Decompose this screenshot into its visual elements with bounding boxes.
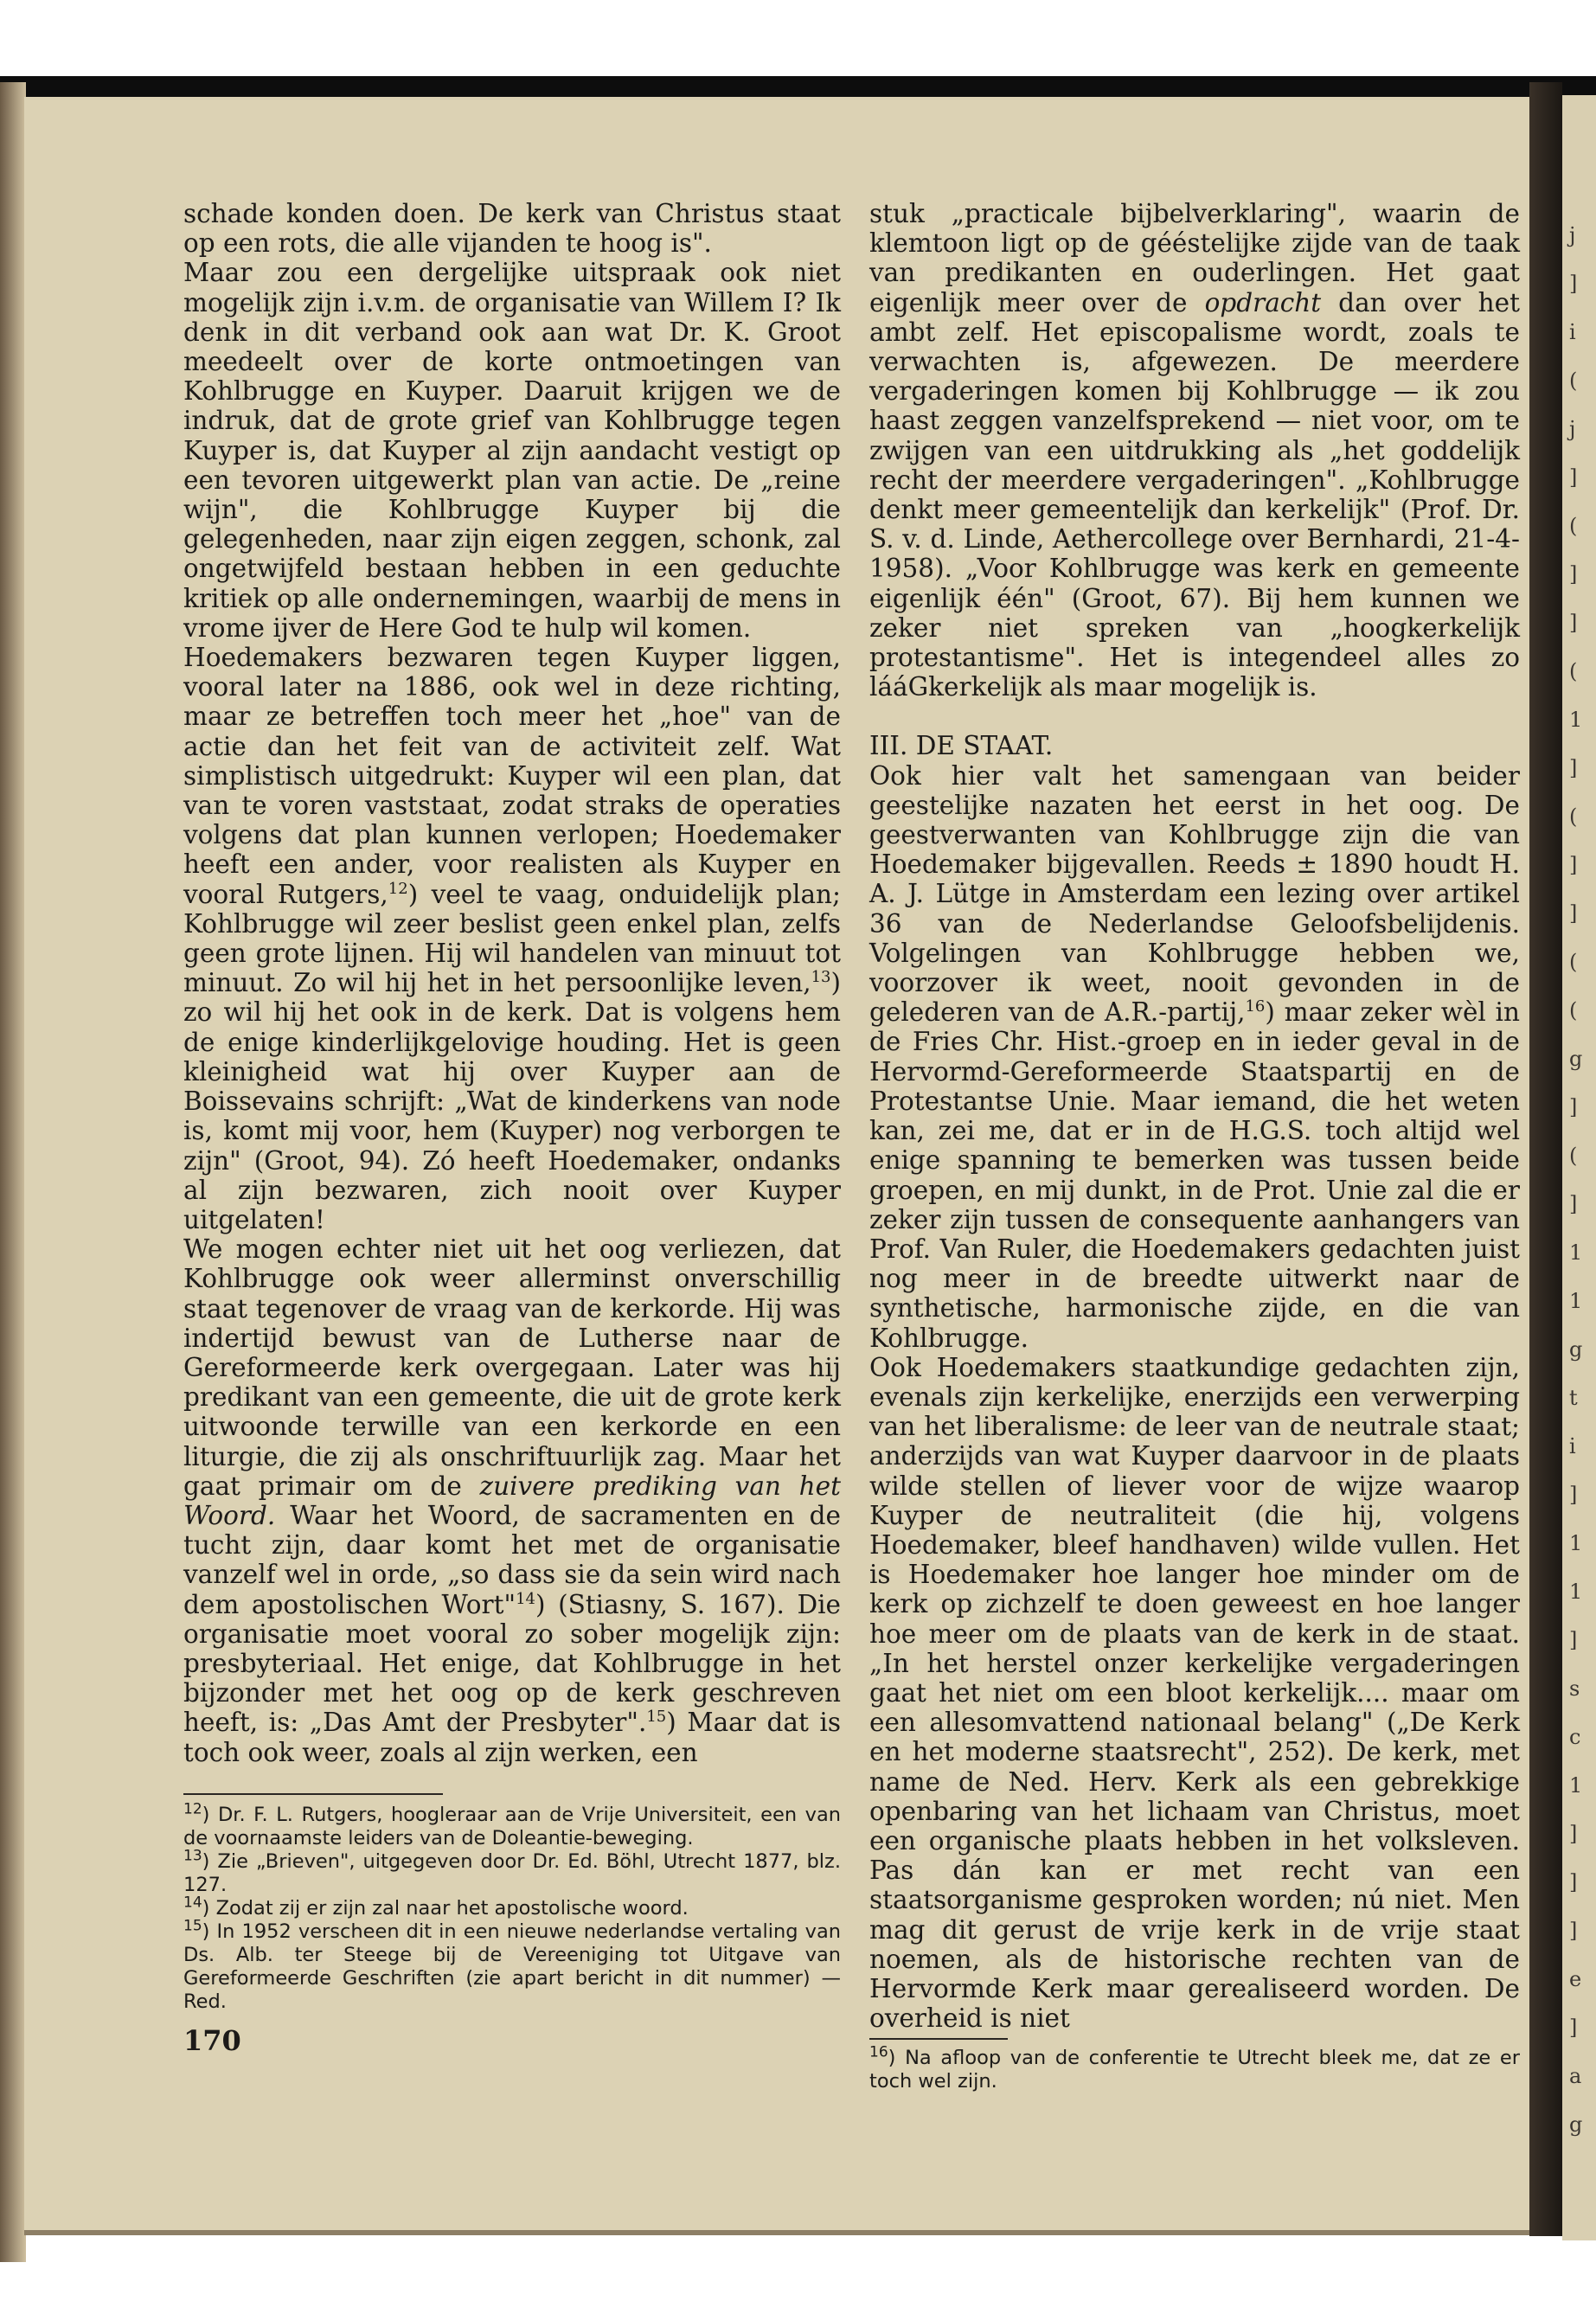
next-page-glyph: ( — [1569, 659, 1578, 683]
next-page-glyph: 1 — [1569, 708, 1583, 732]
paragraph — [869, 761, 1520, 1353]
paragraph: Maar zou een dergelijke uitspraak ook niet mogelijk zijn i.v.m. de organisatie van Willem I? Ik denk in dit verband ook aan wat Dr. K. Groot meedeelt over de korte ontmoetingen van Kohlbrugge en Kuyper. Daaruit krijgen we de indruk, dat de grote grief van Kohlbrugge tegen Kuyper is, dat Kuyper al zijn aandacht vestigt op een tevoren uitgewerkt plan van actie. De „reine wijn", die Kohlbrugge Kuyper bij die gelegenheden, naar zijn eigen zeggen, schonk, zal ongetwijfeld bestaan hebben in een geduchte kritiek op alle ondernemingen, waarbij de mens in vrome ijver de Here God te hulp wil komen. — [183, 258, 841, 643]
footnote-text: ) Na afloop van de conferentie te Utrecht bleek me, dat ze er toch wel zijn. — [869, 2047, 1520, 2093]
next-page-glyph: ( — [1569, 998, 1578, 1022]
text-run: ) zo wil hij het ook in de kerk. Dat is volgens hem de enige kinderlijkgelovige houding. Het is geen kleinigheid wat hij over Kuyper aan de Boissevains schrijft: „Wat de kinderkens van node is, komt mij voor, hem (Kuyper) nog verborgen te zijn" (Groot, 94). Zó heeft Hoedemaker, ondanks al zijn bezwaren, zich nooit over Kuyper uitgelaten! — [183, 968, 841, 1234]
next-page-glyph: ] — [1569, 611, 1578, 635]
footnote-number: 15 — [183, 1917, 202, 1935]
next-page-glyph: ( — [1569, 369, 1578, 393]
footnote — [183, 1894, 841, 1920]
book-gutter — [1529, 82, 1562, 2236]
next-page-glyph: ] — [1569, 853, 1578, 877]
next-page-glyph: 1 — [1569, 1531, 1583, 1555]
next-page-glyph: ] — [1569, 1870, 1578, 1894]
page-number: 170 — [183, 2023, 241, 2057]
next-page-glyph: g — [1569, 2112, 1583, 2137]
next-page-glyph: 1 — [1569, 1773, 1583, 1798]
next-page-glyph: g — [1569, 1337, 1583, 1362]
next-page-glyph: ] — [1569, 901, 1578, 926]
footnote-number: 14 — [183, 1894, 202, 1912]
footnote-divider — [183, 1793, 443, 1795]
footnote-ref: 16 — [1245, 997, 1266, 1016]
footnote-text: ) Zodat zij er zijn zal naar het apostolische woord. — [202, 1896, 689, 1920]
paragraph: schade konden doen. De kerk van Christus staat op een rots, die alle vijanden te hoog is". — [183, 199, 841, 259]
footnote-text: ) Zie „Brieven", uitgegeven door Dr. Ed. Böhl, Utrecht 1877, blz. 127. — [183, 1849, 841, 1896]
next-page-glyph: ] — [1569, 272, 1578, 296]
next-page-glyph: ( — [1569, 514, 1578, 538]
next-page-glyph: ] — [1569, 562, 1578, 586]
footnote-ref: 15 — [646, 1708, 667, 1727]
text-run: dan over het ambt zelf. Het episcopalisme wordt, zoals te verwachten is, afgewezen. De meerdere vergaderingen komen bij Kohlbrugge — ik zou haast zeggen vanzelfsprekend — niet voor, om te zwijgen van een uitdrukking als „het goddelijk recht der meerdere vergaderingen". „Kohlbrugge denkt meer gemeentelijk dan kerkelijk" (Prof. Dr. S. v. d. Linde, Aethercollege over Bernhardi, 21-4-1958). „Voor Kohlbrugge was kerk en gemeente eigenlijk één" (Groot, 67). Bij hem kunnen we zeker niet spreken van „hoogkerkelijk protestantisme". Het is integendeel alles zo lááGkerkelijk als maar mogelijk is. — [869, 287, 1520, 702]
paragraph — [869, 199, 1520, 702]
next-page-glyph: j — [1569, 417, 1576, 441]
next-page-glyph: s — [1569, 1676, 1580, 1701]
next-page-glyph: e — [1569, 1967, 1582, 1991]
footnote-divider — [869, 2038, 1008, 2040]
next-page-glyph: ] — [1569, 1095, 1578, 1119]
next-page-glyph: j — [1569, 223, 1576, 247]
footnote-ref: 13 — [811, 968, 831, 987]
next-page-glyph: ] — [1569, 1192, 1578, 1216]
text-run: ) (Stiasny, S. 167). Die organisatie moet vooral zo sober mogelijk zijn: presbyteriaal. Het enige, dat Kohlbrugge in het bijzonder met het oog op de kerk geschreven heeft, is: „Das Amt der Presbyter". — [183, 1589, 841, 1738]
text-run: We mogen echter niet uit het oog verliezen, dat Kohlbrugge ook weer allerminst onverschillig staat tegenover de vraag van de kerkorde. Hij was indertijd bewust van de Lutherse naar de Gereformeerde kerk overgegaan. Later was hij predikant van een gemeente, die uit de grote kerk uitwoonde terwille van een kerkorde en een liturgie, die zij als onschriftuurlijk zag. Maar het gaat primair om de — [183, 1234, 841, 1501]
footnote — [183, 1847, 841, 1897]
text-run: ) Maar dat is toch ook weer, zoals al zijn werken, een — [183, 1708, 841, 1767]
next-page-glyph: 1 — [1569, 1580, 1583, 1604]
next-page-glyph: ] — [1569, 1822, 1578, 1846]
footnote — [183, 1917, 841, 2014]
footnote-number: 12 — [183, 1800, 202, 1818]
footnote — [869, 2043, 1520, 2093]
italic-text: zuivere prediking van het Woord. — [183, 1471, 841, 1530]
footnote-number: 13 — [183, 1847, 202, 1865]
footnote-text: ) Dr. F. L. Rutgers, hoogleraar aan de Vrije Universiteit, een van de voornaamste leiders van de Doleantie-beweging. — [183, 1803, 841, 1849]
footnote-ref: 12 — [388, 879, 408, 898]
next-page-glyph: 1 — [1569, 1289, 1583, 1313]
next-page-glyph: i — [1569, 320, 1576, 344]
next-page-glyph: i — [1569, 1434, 1576, 1458]
right-column — [869, 199, 1520, 2093]
text-run: stuk „practicale bijbelverklaring", waarin de klemtoon ligt op de gééstelijke zijde van de taak van predikanten en ouderlingen. Het gaat eigenlijk meer over de — [869, 199, 1520, 317]
text-run: ) maar zeker wèl in de Fries Chr. Hist.-groep en in ieder geval in de Hervormd-Gereformeerde Staatspartij en de Protestantse Unie. Maar iemand, die het weten kan, zei me, dat er in de H.G.S. toch altijd wel enige spanning te bemerken was tussen beide groepen, en mij dunkt, in de Prot. Unie zal die er zeker zijn tussen de consequente aanhangers van Prof. Van Ruler, die Hoedemakers gedachten juist nog meer in de breedte uitwerkt naar de synthetische, harmonische zijde, en die van Kohlbrugge. — [869, 997, 1520, 1353]
paragraph — [183, 1234, 841, 1767]
next-page-glyph: g — [1569, 1047, 1583, 1071]
footnote-number: 16 — [869, 2043, 888, 2061]
left-column — [183, 199, 841, 2055]
next-page-glyph: 1 — [1569, 1240, 1583, 1265]
next-page-glyph: ] — [1569, 2016, 1578, 2040]
page-left-edge — [0, 82, 26, 2262]
section-spacer — [869, 702, 1520, 731]
next-page-glyph: ] — [1569, 465, 1578, 490]
next-page-glyph: ] — [1569, 1483, 1578, 1507]
paragraph: Ook Hoedemakers staatkundige gedachten zijn, evenals zijn kerkelijke, enerzijds een verwerping van het liberalisme: de leer van de neutrale staat; anderzijds van wat Kuyper daarvoor in de plaats wilde stellen of liever voor de wijze waarop Kuyper de neutraliteit (die hij, volgens Hoedemaker, bleef handhaven) wilde vullen. Het is Hoedemaker hoe langer hoe minder om de kerk op zichzelf te doen geweest en hoe langer hoe meer om de plaats van de kerk in de staat. „In het herstel onzer kerkelijke vergaderingen gaat het niet om een bloot kerkelijk.... maar om een allesomvattend nationaal belang" („De Kerk en het moderne staatsrecht", 252). De kerk, met name de Ned. Herv. Kerk als een gebrekkige openbaring van het lichaam van Christus, moet een organische plaats hebben in het volksleven. Pas dán kan er met recht van een staatsorganisme gesproken worden; nú niet. Men mag dit gerust de vrije kerk in de vrije staat noemen, als de historische rechten van de Hervormde Kerk maar gerealiseerd worden. De overheid is niet — [869, 1352, 1520, 2034]
footnote-text: ) In 1952 verscheen dit in een nieuwe nederlandse vertaling van Ds. Alb. ter Steege bij de Vereeniging tot Uitgave van Gereformeerde Geschriften (zie apart bericht in dit nummer) — Red. — [183, 1920, 841, 2013]
next-page-glyph: a — [1569, 2064, 1582, 2088]
next-page-glyph: ] — [1569, 1628, 1578, 1652]
next-page-glyph: ] — [1569, 756, 1578, 780]
footnote-ref: 14 — [516, 1589, 535, 1608]
text-run: ) veel te vaag, onduidelijk plan; Kohlbrugge wil zeer beslist geen enkel plan, zelfs geen grote lijnen. Hij wil handelen van minuut tot minuut. Zo wil hij het in het persoonlijke leven, — [183, 879, 841, 998]
next-page-glyph: ( — [1569, 1144, 1578, 1168]
text-run: Hoedemakers bezwaren tegen Kuyper liggen, vooral later na 1886, ook wel in deze richting, maar ze betreffen toch meer het „hoe" van de actie dan het feit van de activiteit zelf. Wat simplistisch uitgedrukt: Kuyper wil een plan, dat van te voren vaststaat, zodat straks de operaties volgens dat plan kunnen verlopen; Hoedemaker heeft een ander, voor realisten als Kuyper en vooral Rutgers, — [183, 643, 841, 909]
next-page-glyph: c — [1569, 1725, 1581, 1749]
next-page-glyph: ( — [1569, 804, 1578, 829]
section-heading: III. DE STAAT. — [869, 731, 1054, 761]
next-page-edge — [1562, 95, 1596, 2240]
next-page-glyph: t — [1569, 1386, 1578, 1410]
footnote — [183, 1800, 841, 1850]
paragraph — [183, 643, 841, 1234]
next-page-glyph: ( — [1569, 950, 1578, 974]
text-run: Ook hier valt het samengaan van beider geestelijke nazaten het eerst in het oog. De geestverwanten van Kohlbrugge zijn die van Hoedemaker bijgevallen. Reeds ± 1890 houdt H. A. J. Lütge in Amsterdam een lezing over artikel 36 van de Nederlandse Geloofsbelijdenis. Volgelingen van Kohlbrugge hebben we, voorzover ik weet, nooit gevonden in de gelederen van de A.R.-partij, — [869, 760, 1520, 1028]
text-run: Waar het Woord, de sacramenten en de tucht zijn, daar komt het met de organisatie vanzelf wel in orde, „so dass sie da sein wird nach dem apostolischen Wort" — [183, 1500, 841, 1619]
italic-text: opdracht — [1204, 287, 1322, 317]
next-page-glyph: ] — [1569, 1919, 1578, 1943]
